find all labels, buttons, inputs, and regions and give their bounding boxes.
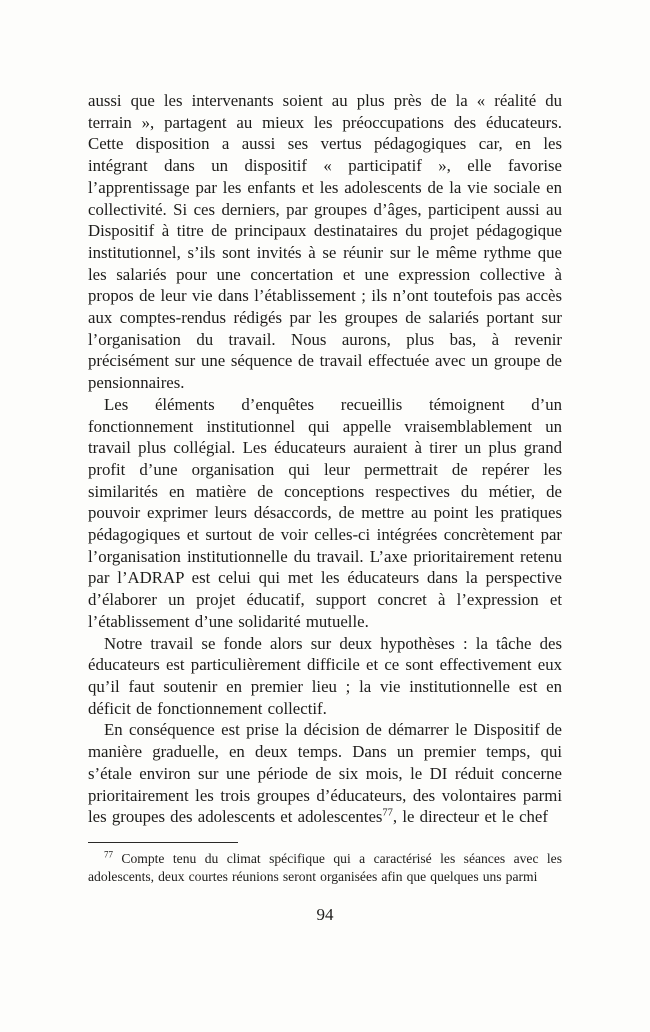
paragraph-1: aussi que les intervenants soient au plus près de la « réalité du terrain », partagent au mieux les préoccupations des éducateurs. Cette disposition a aussi ses vertus pédagogiques car, en les intégrant dans un dispositif « participatif », elle favorise l’apprentissage par les enfants et les adolescents de la vie sociale en collectivité. Si ces derniers, par groupes d’âges, participent aussi au Dispositif à titre de principaux destinataires du projet pédagogique institutionnel, s’ils sont invités à se réunir sur le même rythme que les salariés pour une concertation et une expression collective à propos de leur vie dans l’établissement ; ils n’ont toutefois pas accès aux comptes-rendus rédigés par les groupes de salariés portant sur l’organisation du travail. Nous aurons, plus bas, à revenir précisément sur une séquence de travail effectuée avec un groupe de pensionnaires.	[88, 91, 562, 393]
page-number: 94	[316, 905, 334, 924]
paragraph-3: Notre travail se fonde alors sur deux hypothèses : la tâche des éducateurs est particulièrement difficile et ce sont effectivement eux qu’il faut soutenir en premier lieu ; la vie institutionnelle est en déficit de fonctionnement collectif.	[88, 633, 562, 718]
footnote-text-content: Compte tenu du climat spécifique qui a caractérisé les séances avec les adolescents, deux courtes réunions seront organisées afin que quelques uns parmi	[88, 850, 562, 884]
footnote-area	[88, 842, 562, 886]
paragraph-4-text: En conséquence est prise la décision de démarrer le Dispositif de manière graduelle, en deux temps. Dans un premier temps, qui s’étale environ sur une période de six mois, le DI réduit concerne prioritairement les trois groupes d’éducateurs, des volontaires parmi les groupes des adolescents et adolescentes	[88, 720, 562, 827]
paragraph-4-text-end: , le directeur et le chef	[392, 807, 548, 827]
paragraph-4	[88, 719, 562, 828]
footnote-marker-77: 77	[104, 849, 113, 860]
paragraph-2: Les éléments d’enquêtes recueillis témoignent d’un fonctionnement institutionnel qui appelle vraisemblablement un travail plus collégial. Les éducateurs auraient à tirer un plus grand profit d’une organisation qui leur permettrait de repérer les similarités en matière de conceptions respectives du métier, de pouvoir exprimer leurs désaccords, de mettre au point les pratiques pédagogiques et surtout de voir celles-ci intégrées concrètement par l’organisation institutionnelle du travail. L’axe prioritairement retenu par l’ADRAP est celui qui met les éducateurs dans la perspective d’élaborer un projet éducatif, support concret à l’expression et l’établissement d’une solidarité mutuelle.	[88, 394, 562, 631]
footnote-divider	[88, 842, 238, 843]
footnote-reference-77: 77	[382, 807, 393, 819]
footnote-77	[88, 850, 562, 886]
page-body	[88, 90, 562, 886]
